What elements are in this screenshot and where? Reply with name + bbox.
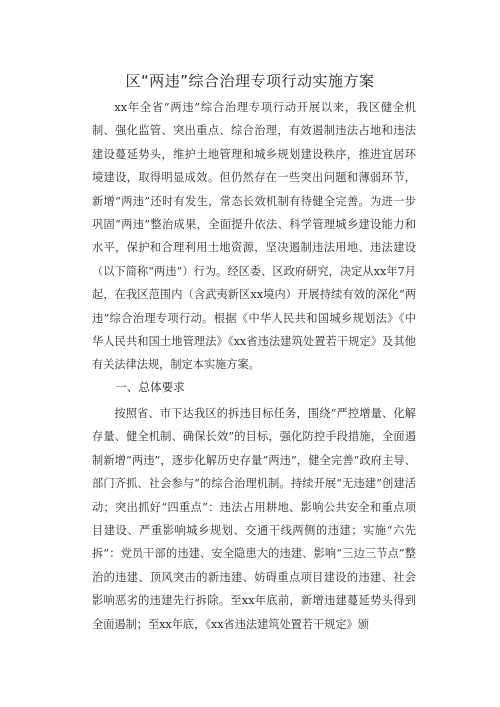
section-heading-overall-requirements: 一、总体要求 bbox=[115, 380, 185, 394]
document-title: 区“两违”综合治理专项行动实施方案 bbox=[125, 72, 375, 90]
intro-paragraph: xx年全省“两违”综合治理专项行动开展以来，我区健全机制、强化监管、突出重点、综合治理，有效遏制违法占地和违法建设蔓延势头，维护土地管理和城乡规划建设秩序，推进宜居环境建设，取得明显成效。但仍然存在一些突出问题和薄弱环节，新增“两违”还时有发生，常态长效机制有待健全完善。为进一步巩固“两违”整治成果，全面提升依法、科学管理城乡建设能力和水平，保护和合理利用土地资源，坚决遏制违法用地、违法建设（以下简称“两违”）行为。经区委、区政府研究，决定从xx年7月起，在我区范围内（含武夷新区xx境内）开展持续有效的深化“两违”综合治理专项行动。根据《中华人民共和国城乡规划法》《中华人民共和国土地管理法》《xx省违法建筑处置若干规定》及其他有关法律法规，制定本实施方案。 bbox=[92, 101, 416, 372]
section-paragraph: 按照省、市下达我区的拆违目标任务，围绕“严控增量、化解存量、健全机制、确保长效”的目标，强化防控手段措施，全面遏制新增“两违”，逐步化解历史存量“两违”，健全完善“政府主导、部门齐抓、社会参与”的综合治理机制。持续开展“无违建”创建活动；突出抓好“四重点”：违法占用耕地、影响公共安全和重点项目建设、严重影响城乡规划、交通干线两侧的违建；实施“六先拆”：党员干部的违建、安全隐患大的违建、影响“三边三节点”整治的违建、顶风突击的新违建、妨碍重点项目建设的违建、社会影响恶劣的违建先行拆除。至xx年底前，新增违建蔓延势头得到全面遏制；至xx年底，《xx省违法建筑处置若干规定》颁 bbox=[92, 407, 416, 631]
